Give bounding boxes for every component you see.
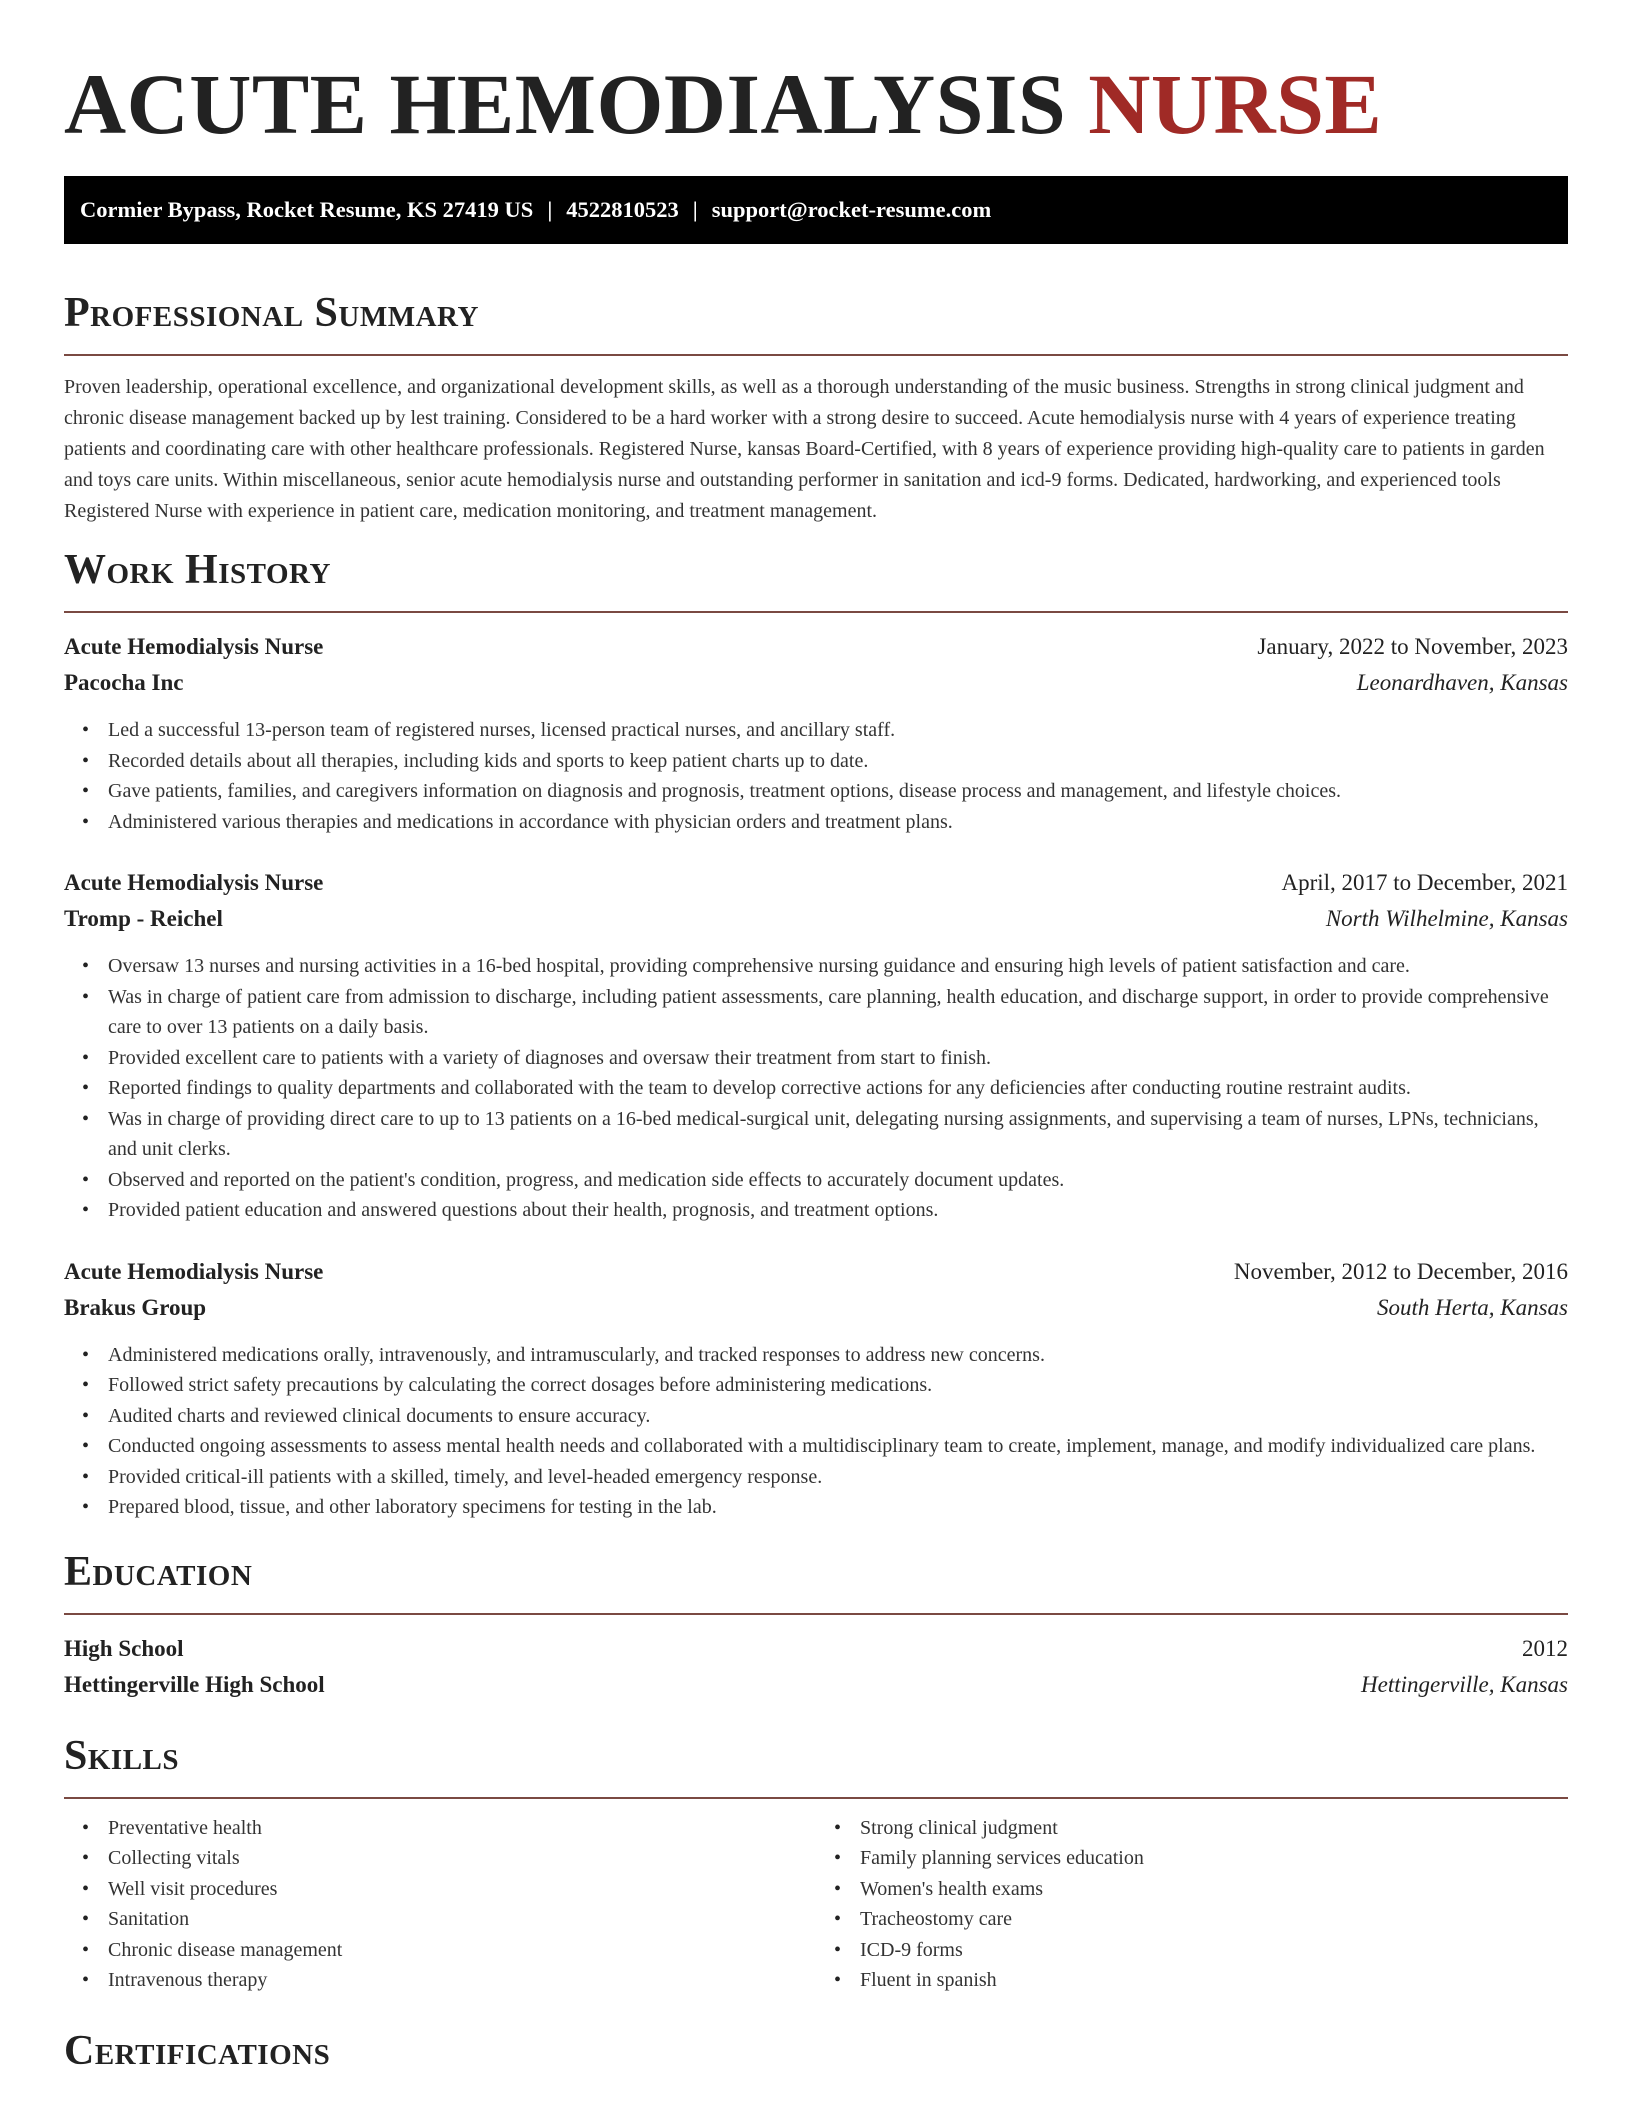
skills-grid — [64, 1799, 1568, 1996]
job-location: North Wilhelmine, Kansas — [1325, 906, 1568, 931]
job-header — [64, 1254, 1568, 1290]
contact-separator: | — [692, 197, 698, 222]
job-header — [64, 629, 1568, 665]
section-heading-work-history: Work History — [64, 547, 331, 593]
job-bullets — [64, 715, 1568, 837]
skills-list-right — [816, 1813, 1568, 1996]
skill-item: • Family planning services education — [860, 1843, 1568, 1874]
education-subheader — [64, 1667, 1568, 1703]
education-section — [64, 1547, 1568, 1703]
skill-item: • Sanitation — [108, 1904, 816, 1935]
job-header — [64, 865, 1568, 901]
job-bullet: • Provided excellent care to patients with a variety of diagnoses and oversaw their treatment from start to finish. — [108, 1043, 1568, 1074]
skill-item: • Collecting vitals — [108, 1843, 816, 1874]
job-bullet: • Observed and reported on the patient's condition, progress, and medication side effects to accurately document updates. — [108, 1165, 1568, 1196]
job-title: Acute Hemodialysis Nurse — [64, 634, 324, 659]
job-subheader — [64, 1290, 1568, 1326]
job-dates: April, 2017 to December, 2021 — [1281, 870, 1568, 895]
skill-item: • Preventative health — [108, 1813, 816, 1844]
skill-item: • Intravenous therapy — [108, 1965, 816, 1996]
summary-section — [64, 288, 1568, 527]
skill-item: • Fluent in spanish — [860, 1965, 1568, 1996]
section-heading-certifications: Certifications — [64, 2027, 331, 2074]
education-header — [64, 1631, 1568, 1667]
job-bullet: • Reported findings to quality departments and collaborated with the team to develop corrective actions for any deficiencies after conducting routine restraint audits. — [108, 1073, 1568, 1104]
job-bullet: • Followed strict safety precautions by calculating the correct dosages before administering medications. — [108, 1370, 1568, 1401]
job-company: Pacocha Inc — [64, 670, 184, 695]
job-company: Brakus Group — [64, 1294, 207, 1320]
education-school: Hettingerville High School — [64, 1671, 325, 1697]
section-divider — [64, 1613, 1568, 1615]
job-company: Tromp - Reichel — [64, 906, 223, 931]
job-dates: November, 2012 to December, 2016 — [1233, 1258, 1568, 1284]
job-bullet: • Recorded details about all therapies, including kids and sports to keep patient charts up to date. — [108, 746, 1568, 777]
job-bullet: • Oversaw 13 nurses and nursing activities in a 16-bed hospital, providing comprehensive nursing guidance and ensuring high levels of patient satisfaction and care. — [108, 951, 1568, 982]
section-heading-skills: Skills — [64, 1732, 180, 1779]
resume-title — [64, 0, 1568, 176]
education-entry — [64, 1631, 1568, 1703]
skill-item: • Well visit procedures — [108, 1874, 816, 1905]
contact-address: Cormier Bypass, Rocket Resume, KS 27419 US — [80, 197, 534, 222]
job-bullet: • Audited charts and reviewed clinical documents to ensure accuracy. — [108, 1401, 1568, 1432]
title-accent: NURSE — [1088, 56, 1383, 152]
job-bullet: • Conducted ongoing assessments to assess mental health needs and collaborated with a multidisciplinary team to create, implement, manage, and modify individualized care plans. — [108, 1431, 1568, 1462]
job-bullet: • Administered various therapies and medications in accordance with physician orders and treatment plans. — [108, 807, 1568, 838]
title-main: ACUTE HEMODIALYSIS — [64, 56, 1089, 152]
work-history-section — [64, 545, 1568, 1523]
job-subheader — [64, 901, 1568, 937]
summary-text: Proven leadership, operational excellence, and organizational development skills, as well as a thorough understanding of the music business. Strengths in strong clinical judgment and chronic disease management backed up by lest training. Considered to be a hard worker with a strong desire to succeed. Acute hemodialysis nurse with 4 years of experience treating patients and coordinating care with other healthcare professionals. Registered Nurse, kansas Board-Certified, with 8 years of experience providing high-quality care to patients in garden and toys care units. Within miscellaneous, senior acute hemodialysis nurse and outstanding performer in sanitation and icd-9 forms. Dedicated, hardworking, and experienced tools Registered Nurse with experience in patient care, medication monitoring, and treatment management. — [64, 376, 1545, 522]
education-year: 2012 — [1522, 1635, 1568, 1661]
job-bullet: • Administered medications orally, intravenously, and intramuscularly, and tracked responses to address new concerns. — [108, 1340, 1568, 1371]
job-bullet: • Was in charge of patient care from admission to discharge, including patient assessments, care planning, health education, and discharge support, in order to provide comprehensive care to over 13 patients on a daily basis. — [108, 982, 1568, 1043]
job-bullet: • Provided critical-ill patients with a skilled, timely, and level-headed emergency response. — [108, 1462, 1568, 1493]
skill-item: • ICD-9 forms — [860, 1935, 1568, 1966]
skill-item: • Chronic disease management — [108, 1935, 816, 1966]
job-title: Acute Hemodialysis Nurse — [64, 1258, 324, 1284]
job-location: South Herta, Kansas — [1376, 1294, 1568, 1320]
job-bullet: • Led a successful 13-person team of registered nurses, licensed practical nurses, and ancillary staff. — [108, 715, 1568, 746]
skills-list-left — [64, 1813, 816, 1996]
section-heading-summary: Professional Summary — [64, 290, 479, 336]
contact-bar — [64, 176, 1568, 244]
section-heading-education: Education — [64, 1548, 253, 1595]
job-title: Acute Hemodialysis Nurse — [64, 870, 324, 895]
certifications-section — [64, 2026, 1568, 2076]
job-bullet: • Gave patients, families, and caregivers information on diagnosis and prognosis, treatment options, disease process and management, and lifestyle choices. — [108, 776, 1568, 807]
job-entry — [64, 1254, 1568, 1523]
contact-phone: 4522810523 — [566, 197, 679, 222]
job-bullet: • Was in charge of providing direct care to up to 13 patients on a 16-bed medical-surgical unit, delegating nursing assignments, and supervising a team of nurses, LPNs, technicians, and unit clerks. — [108, 1104, 1568, 1165]
skill-item: • Women's health exams — [860, 1874, 1568, 1905]
job-bullets — [64, 1340, 1568, 1523]
job-bullets — [64, 951, 1568, 1226]
skill-item: • Strong clinical judgment — [860, 1813, 1568, 1844]
education-degree: High School — [64, 1635, 184, 1661]
contact-email: support@rocket-resume.com — [711, 197, 992, 222]
section-divider — [64, 611, 1568, 613]
job-subheader — [64, 665, 1568, 701]
job-dates: January, 2022 to November, 2023 — [1257, 634, 1568, 659]
skills-section — [64, 1731, 1568, 1996]
job-bullet: • Provided patient education and answered questions about their health, prognosis, and treatment options. — [108, 1195, 1568, 1226]
education-location: Hettingerville, Kansas — [1361, 1671, 1568, 1697]
job-entry — [64, 629, 1568, 837]
job-location: Leonardhaven, Kansas — [1356, 670, 1568, 695]
contact-separator: | — [547, 197, 553, 222]
job-bullet: • Prepared blood, tissue, and other laboratory specimens for testing in the lab. — [108, 1492, 1568, 1523]
skill-item: • Tracheostomy care — [860, 1904, 1568, 1935]
job-entry — [64, 865, 1568, 1226]
section-divider — [64, 354, 1568, 356]
